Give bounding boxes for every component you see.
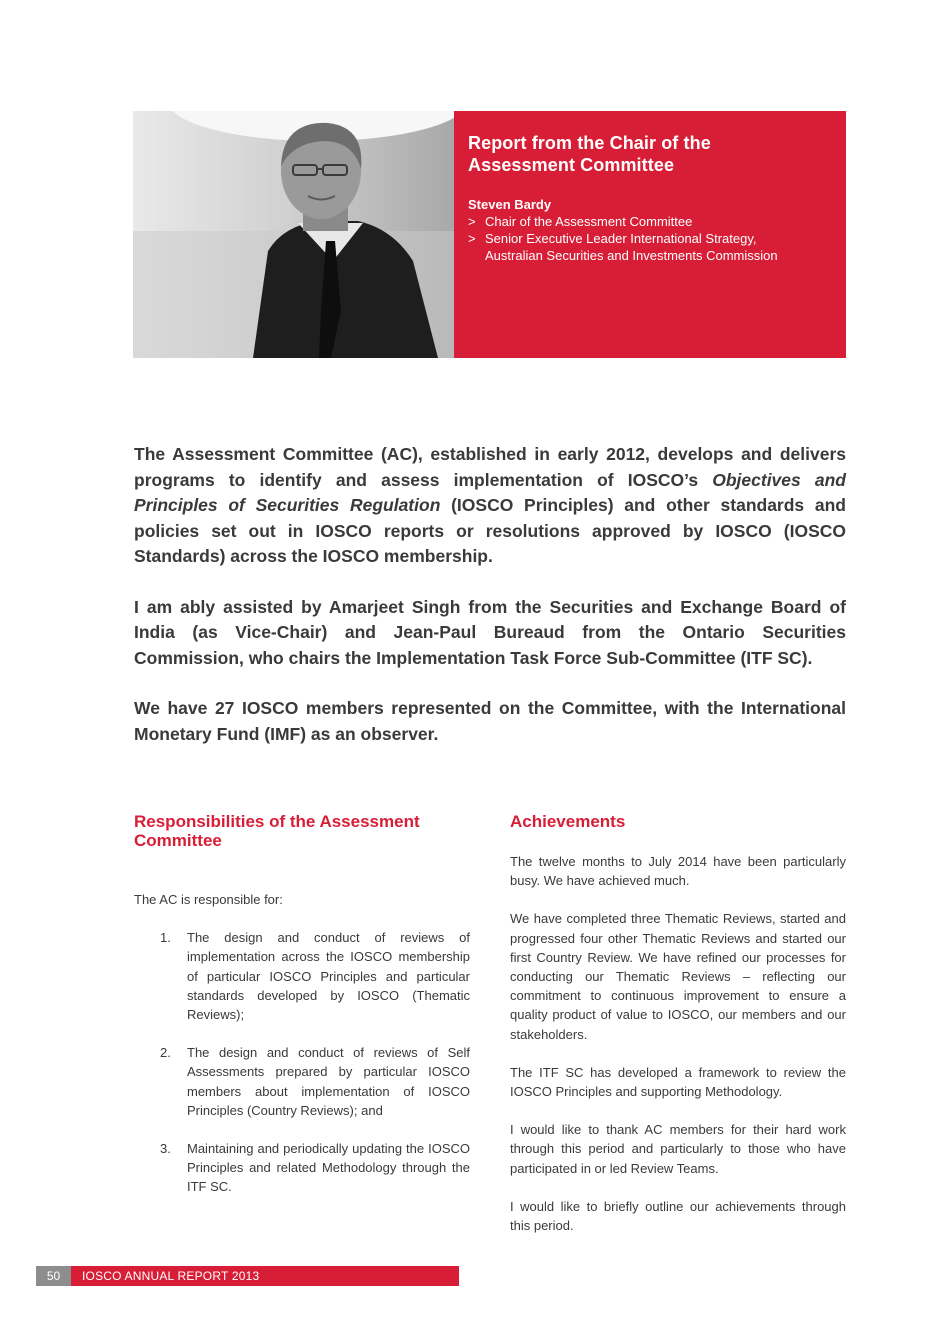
achievements-body [510,852,846,1235]
list-number: 1. [160,930,171,946]
responsibility-item [134,1139,470,1197]
responsibilities-heading-line-2: Committee [134,831,222,850]
intro-text [134,442,846,772]
arrow-icon: > [468,214,476,229]
responsibilities-heading-line-1: Responsibilities of the Assessment [134,812,420,831]
report-title-line-2: Assessment Committee [468,155,675,175]
achievements-section [510,812,846,1254]
intro-p1-italic: Objectives and Principles of Securities Regulation [134,469,846,515]
achievements-paragraph: I would like to thank AC members for their hard work through this period and particularly to those who have participated in or led Review Teams. [510,1122,846,1176]
responsibility-text: The design and conduct of reviews of Self Assessments prepared by particular IOSCO members about implementation of IOSCO Principles (Country Reviews); and [187,1045,470,1118]
responsibility-text: Maintaining and periodically updating the IOSCO Principles and related Methodology through the ITF SC. [187,1141,470,1195]
intro-paragraph-2: I am ably assisted by Amarjeet Singh from the Securities and Exchange Board of India (as Vice-Chair) and Jean-Paul Bureaud from the Ontario Securities Commission, who chairs the Implementation Task Force Sub-Committee (ITF SC). [134,596,846,668]
responsibility-item [134,928,470,1024]
page-footer [36,1266,459,1286]
chair-role-text: Senior Executive Leader International Strategy, [485,231,757,246]
report-header-panel [454,111,846,358]
achievements-paragraph: I would like to briefly outline our achievements through this period. [510,1198,846,1234]
responsibilities-heading [134,812,470,850]
report-title [468,132,832,176]
responsibilities-section [134,812,470,1216]
chair-role-item [468,230,832,264]
chair-role-item [468,213,832,230]
intro-p1-start: The Assessment Committee (AC), established in early 2012, develops and delivers programs to identify and assess implementation of IOSCO’s [134,444,846,490]
achievements-paragraph: The ITF SC has developed a framework to review the IOSCO Principles and supporting Methodology. [510,1064,846,1100]
responsibilities-list [134,928,470,1196]
portrait-illustration [133,111,454,358]
intro-p1-end: (IOSCO Principles) and other standards and policies set out in IOSCO reports or resolutions approved by IOSCO (IOSCO Standards) across the IOSCO membership. [134,495,846,566]
intro-paragraph-1 [134,442,846,570]
list-number: 3. [160,1141,171,1157]
achievements-paragraph: The twelve months to July 2014 have been particularly busy. We have achieved much. [510,854,846,889]
responsibility-text: The design and conduct of reviews of implementation across the IOSCO membership of particular IOSCO Principles and particular standards developed by IOSCO (Thematic Reviews); [187,930,470,1023]
arrow-icon: > [468,231,476,246]
responsibilities-body [134,890,470,1197]
footer-label: IOSCO ANNUAL REPORT 2013 [82,1269,260,1283]
page-number: 50 [36,1266,71,1286]
chair-portrait-photo [133,111,454,358]
report-title-line-1: Report from the Chair of the [468,133,711,153]
achievements-heading: Achievements [510,812,626,831]
achievements-paragraph: We have completed three Thematic Reviews, started and progressed four other Thematic Reviews and started our first Country Review. We have refined our processes for conducting our Thematic Reviews – reflecting our commitment to continuous improvement to ensure a quality product of value to IOSCO, our members and our stakeholders. [510,911,846,1042]
chair-role-text: Chair of the Assessment Committee [485,214,693,229]
intro-paragraph-3: We have 27 IOSCO members represented on the Committee, with the International Monetary Fund (IMF) as an observer. [134,698,846,744]
chair-name: Steven Bardy [468,197,552,212]
list-number: 2. [160,1045,171,1061]
responsibility-item [134,1043,470,1120]
chair-roles-list [468,213,832,264]
responsibilities-lead: The AC is responsible for: [134,892,283,907]
chair-role-text-continued: Australian Securities and Investments Commission [485,248,778,263]
